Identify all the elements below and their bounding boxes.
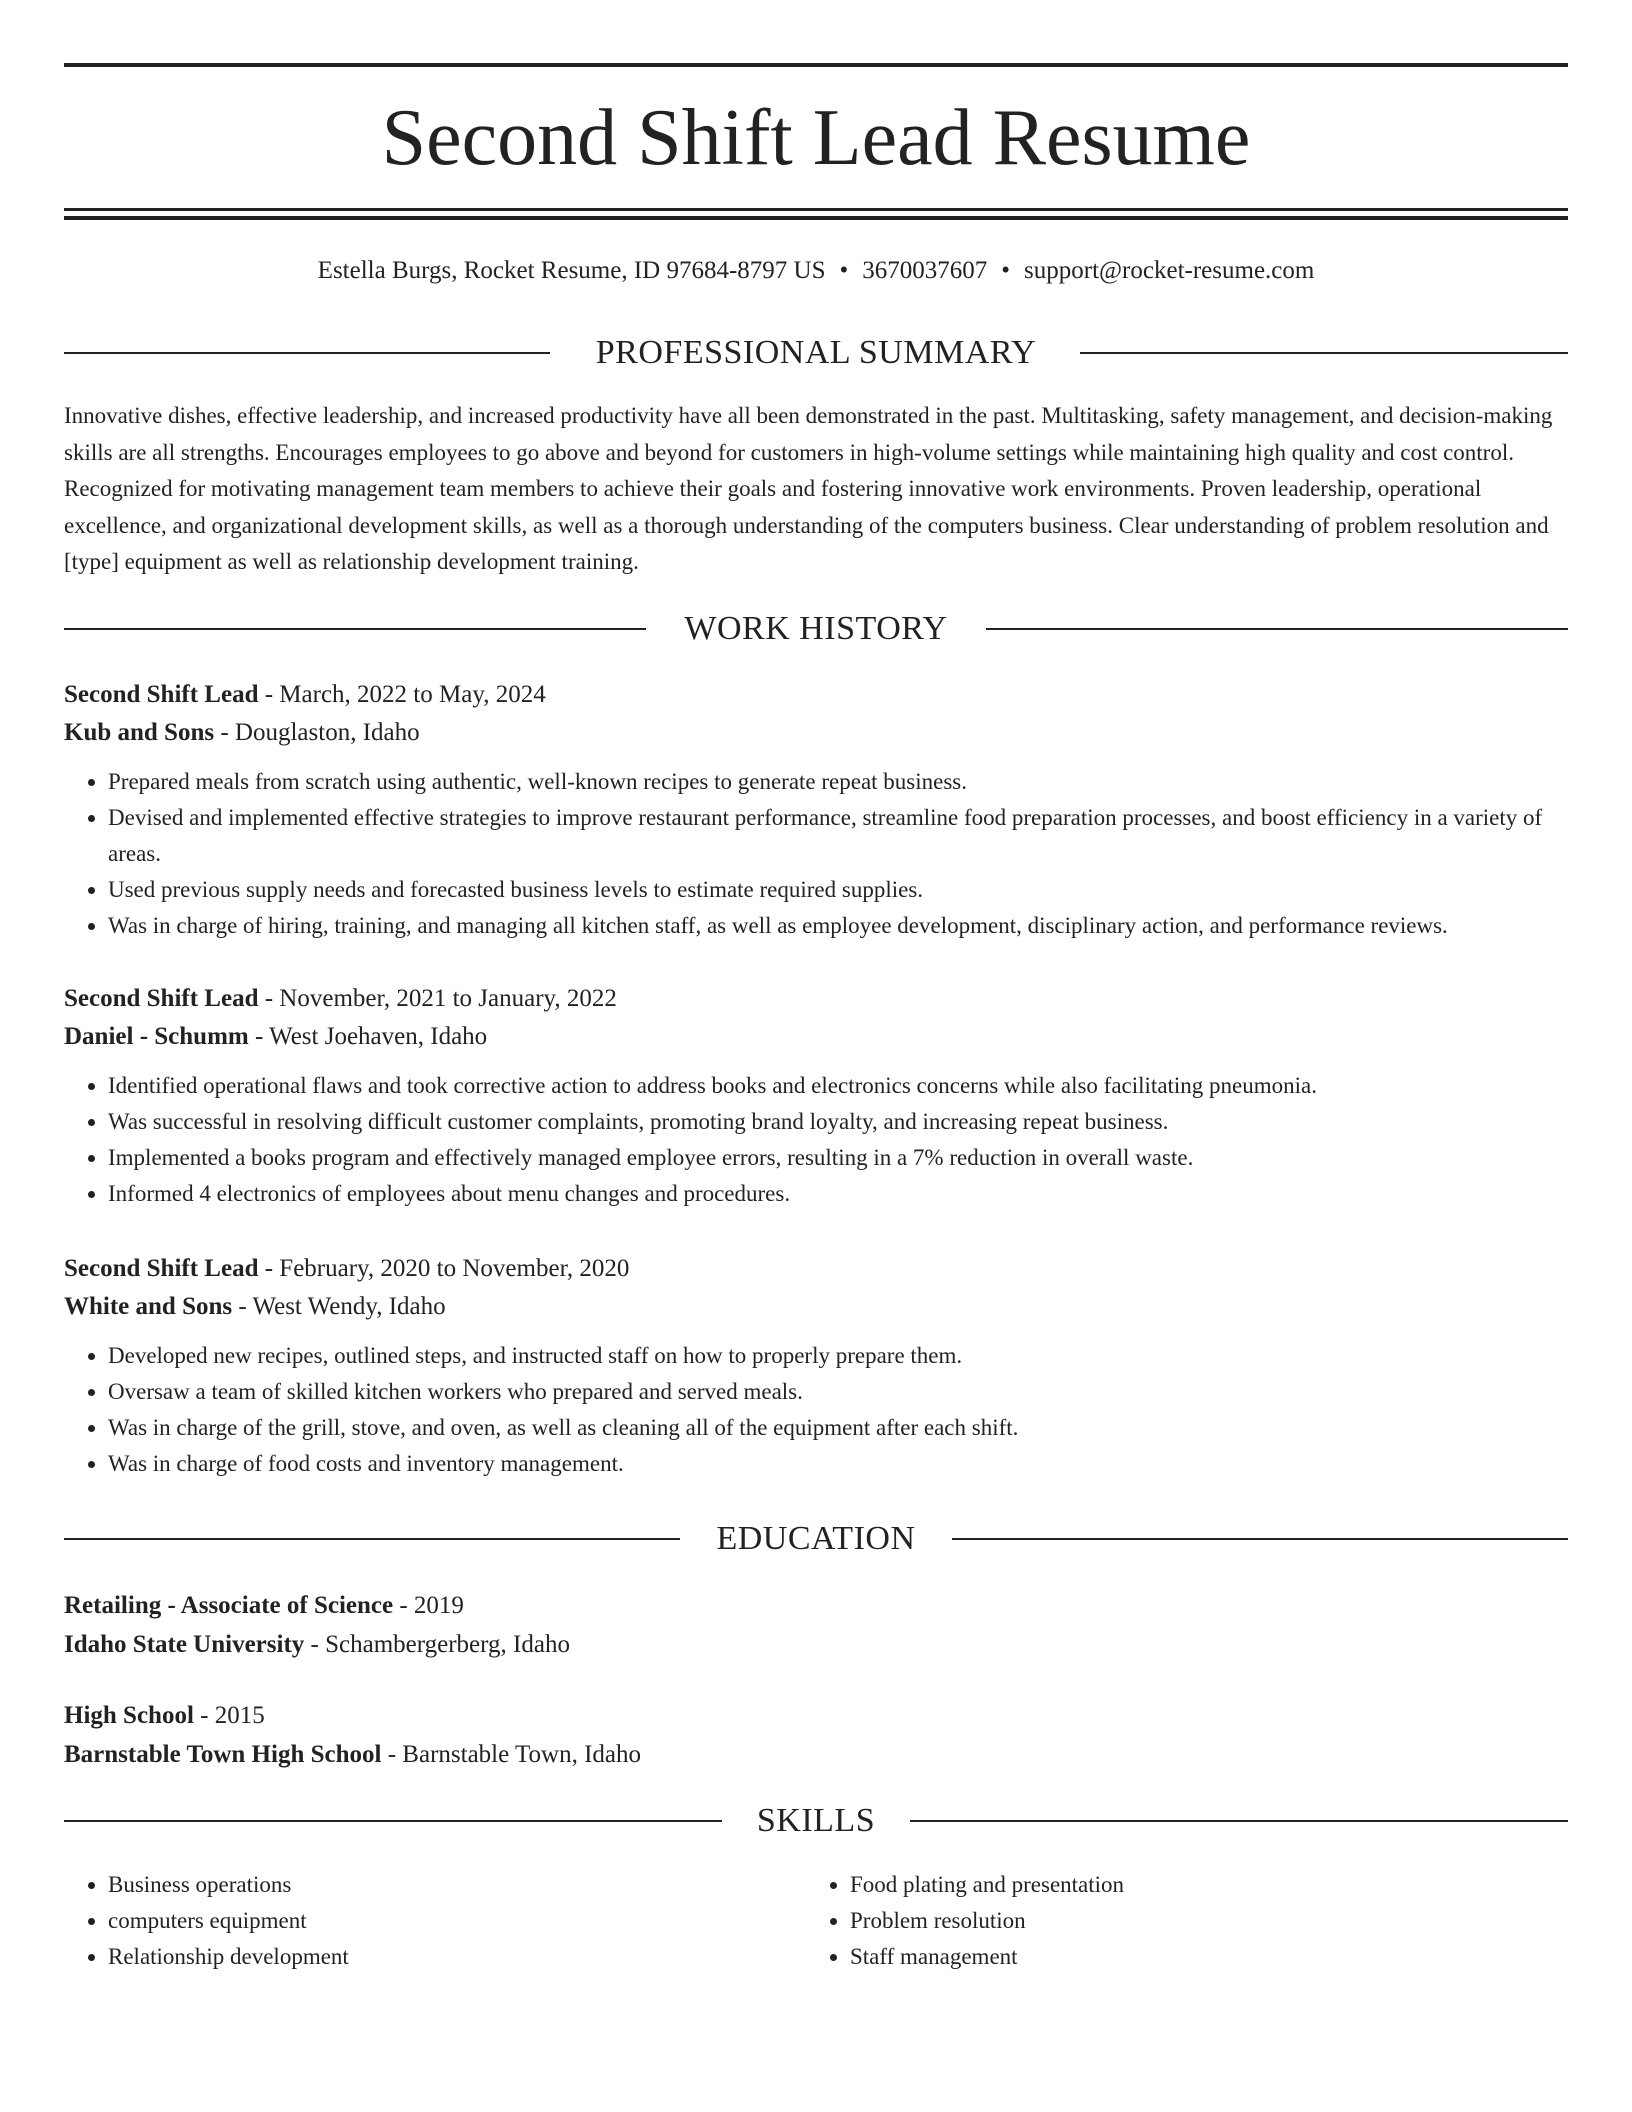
job-company-row [64,714,1568,752]
contact-address: Estella Burgs, Rocket Resume, ID 97684-8797 US [317,257,826,284]
job-bullet: • Was in charge of hiring, training, and managing all kitchen staff, as well as employee development, disciplinary action, and performance reviews. [108,908,1568,944]
education-year: - 2015 [193,1702,265,1729]
header-rule-upper [64,208,1568,211]
job-bullet: • Oversaw a team of skilled kitchen workers who prepared and served meals. [108,1374,1568,1410]
contact-line [64,254,1568,288]
job-bullet: • Implemented a books program and effectively managed employee errors, resulting in a 7% reduction in overall waste. [108,1140,1568,1176]
job-title: Second Shift Lead [64,985,259,1012]
education-school: Idaho State University [64,1631,305,1658]
job-bullets [64,1068,1568,1212]
skill-item: • computers equipment [108,1903,764,1939]
contact-separator: • [1001,257,1011,284]
job-bullet: • Prepared meals from scratch using authentic, well-known recipes to generate repeat business. [108,764,1568,800]
education-degree-row [64,1696,1568,1735]
job-bullets [64,1338,1568,1482]
education-entry [64,1696,1568,1774]
education-school-row [64,1625,1568,1664]
skill-item: • Food plating and presentation [850,1867,1506,1903]
contact-separator: • [839,257,849,284]
job-dates: - February, 2020 to November, 2020 [258,1255,630,1282]
header-top-rule [64,63,1568,67]
education-location: - Barnstable Town, Idaho [381,1741,642,1768]
job-company-row [64,1288,1568,1326]
section-header-work [64,606,1568,652]
job-company: White and Sons [64,1293,233,1320]
job-entry [64,1250,1568,1482]
section-title-skills: SKILLS [756,1802,876,1839]
skills-column-right [806,1867,1506,1975]
header-rule-lower [64,216,1568,220]
education-entry [64,1586,1568,1664]
job-dates: - March, 2022 to May, 2024 [258,681,546,708]
contact-phone: 3670037607 [862,257,988,284]
job-bullet: • Devised and implemented effective strategies to improve restaurant performance, streamline food preparation processes, and boost efficiency in a variety of areas. [108,800,1568,872]
education-location: - Schambergerberg, Idaho [304,1631,570,1658]
job-bullet: • Was successful in resolving difficult customer complaints, promoting brand loyalty, and increasing repeat business. [108,1104,1568,1140]
skill-item: • Relationship development [108,1939,764,1975]
job-title: Second Shift Lead [64,681,259,708]
job-company: Daniel - Schumm [64,1023,249,1050]
job-location: - West Wendy, Idaho [232,1293,446,1320]
job-title: Second Shift Lead [64,1255,259,1282]
job-location: - West Joehaven, Idaho [248,1023,488,1050]
resume-title: Second Shift Lead Resume [381,94,1251,182]
skill-item: • Problem resolution [850,1903,1506,1939]
education-degree: Retailing - Associate of Science [64,1592,394,1619]
job-company: Kub and Sons [64,719,215,746]
skills-column-left [64,1867,764,1975]
job-title-row [64,676,1568,714]
job-bullet: • Was in charge of food costs and inventory management. [108,1446,1568,1482]
education-degree-row [64,1586,1568,1625]
education-year: - 2019 [393,1592,464,1619]
skills-list [64,1867,764,1975]
section-header-education [64,1516,1568,1562]
job-bullets [64,764,1568,944]
job-entry [64,980,1568,1212]
section-title-education: EDUCATION [716,1520,916,1557]
job-bullet: • Used previous supply needs and forecasted business levels to estimate required supplies. [108,872,1568,908]
job-bullet: • Developed new recipes, outlined steps, and instructed staff on how to properly prepare them. [108,1338,1568,1374]
job-bullet: • Informed 4 electronics of employees about menu changes and procedures. [108,1176,1568,1212]
section-title-work: WORK HISTORY [684,610,948,647]
job-title-row [64,980,1568,1018]
job-dates: - November, 2021 to January, 2022 [258,985,617,1012]
education-school: Barnstable Town High School [64,1741,382,1768]
skill-item: • Staff management [850,1939,1506,1975]
section-header-summary [64,330,1568,376]
job-bullet: • Identified operational flaws and took corrective action to address books and electronics concerns while also facilitating pneumonia. [108,1068,1568,1104]
education-degree: High School [64,1702,194,1729]
job-bullet: • Was in charge of the grill, stove, and oven, as well as cleaning all of the equipment after each shift. [108,1410,1568,1446]
education-school-row [64,1735,1568,1774]
job-entry [64,676,1568,944]
job-title-row [64,1250,1568,1288]
summary-text: Innovative dishes, effective leadership, and increased productivity have all been demonstrated in the past. Multitasking, safety management, and decision-making skills are all strengths. Encourages employees to go above and beyond for customers in high-volume settings while maintaining high quality and cost control. Recognized for motivating management team members to achieve their goals and fostering innovative work environments. Proven leadership, operational excellence, and organizational development skills, as well as a thorough understanding of the computers business. Clear understanding of problem resolution and [type] equipment as well as relationship development training. [64,403,1553,574]
skill-item: • Business operations [108,1867,764,1903]
job-location: - Douglaston, Idaho [214,719,420,746]
job-company-row [64,1018,1568,1056]
section-title-summary: PROFESSIONAL SUMMARY [595,334,1037,371]
skills-list [806,1867,1506,1975]
section-header-skills [64,1798,1568,1844]
contact-email: support@rocket-resume.com [1024,257,1315,284]
